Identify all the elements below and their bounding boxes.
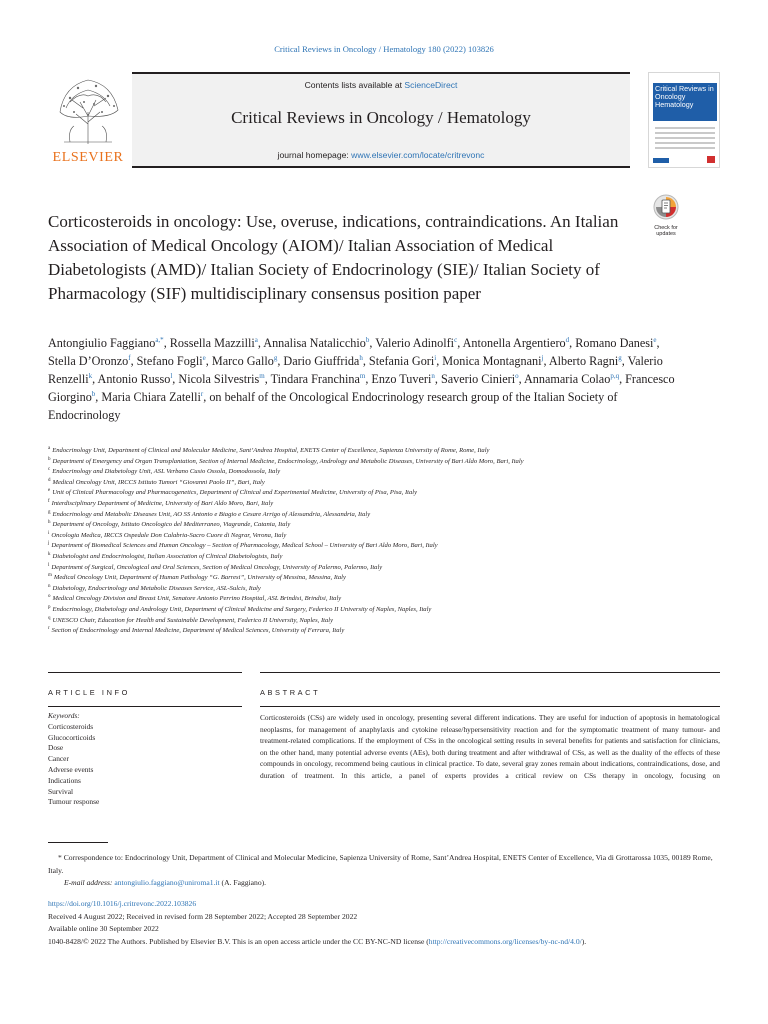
author-entry[interactable]	[575, 336, 656, 350]
author-entry[interactable]	[48, 354, 131, 368]
divider	[48, 706, 242, 707]
author-name: Saverio Cinieri	[440, 372, 516, 386]
author-entry[interactable]	[549, 354, 622, 368]
affiliation-text: Medical Oncology Unit, Department of Human Pathology “G. Barresi”, University of Messina, Messina, Italy	[53, 574, 346, 582]
author-name: Stefania Gori	[368, 354, 435, 368]
author-affiliation-marker[interactable]: m	[359, 372, 366, 380]
author-entry[interactable]	[263, 336, 369, 350]
author-name: Valerio Adinolfi	[375, 336, 455, 350]
author-entry[interactable]	[137, 354, 206, 368]
affiliation-marker: g	[48, 509, 51, 515]
cover-title: Critical Reviews in Oncology Hematology	[655, 84, 714, 109]
author-name: Tindara Franchina	[270, 372, 360, 386]
email-suffix: (A. Faggiano).	[219, 878, 267, 888]
affiliation-item	[48, 626, 688, 637]
author-affiliation-marker[interactable]: d	[565, 336, 570, 344]
author-entry[interactable]	[271, 372, 366, 386]
affiliation-item	[48, 510, 688, 521]
author-name: Romano Danesi	[575, 336, 654, 350]
affiliation-text: Oncologia Medica, IRCCS Ospedale Don Calabria-Sacro Cuore di Negrar, Verona, Italy	[51, 531, 287, 539]
elsevier-wordmark: ELSEVIER	[52, 150, 124, 165]
author-name: Marco Gallo	[211, 354, 274, 368]
author-name: Dario Giuffrida	[283, 354, 360, 368]
journal-cover-thumbnail[interactable]	[648, 72, 720, 168]
author-affiliation-marker[interactable]: c	[454, 336, 458, 344]
article-info-heading: ARTICLE INFO	[48, 688, 130, 697]
affiliation-text: Department of Biomedical Sciences and Human Oncology – Section of Pharmacology, Medical School – University of Bari Aldo Moro, Bari, Italy	[51, 542, 438, 550]
affiliation-item	[48, 605, 688, 616]
doi-link[interactable]: https://doi.org/10.1016/j.critrevonc.2022.103826	[48, 899, 197, 908]
journal-reference[interactable]: Critical Reviews in Oncology / Hematology 180 (2022) 103826	[274, 44, 494, 54]
affiliation-item	[48, 520, 688, 531]
affiliation-list	[48, 446, 688, 637]
author-name: Nicola Silvestris	[178, 372, 260, 386]
journal-name: Critical Reviews in Oncology / Hematology	[231, 108, 531, 127]
journal-header-band	[132, 72, 630, 168]
author-affiliation-marker[interactable]: a,*	[155, 336, 164, 344]
divider	[260, 672, 720, 673]
affiliation-marker: q	[48, 615, 51, 621]
affiliation-text: Department of Surgical, Oncological and Oral Sciences, Section of Medical Oncology, University of Palermo, Palermo, Italy	[51, 563, 383, 571]
author-affiliation-marker[interactable]: l	[170, 372, 173, 380]
affiliation-item	[48, 467, 688, 478]
author-name: Antonella Argentiero	[462, 336, 566, 350]
affiliation-marker: m	[48, 573, 52, 579]
author-name: Monica Montagnani	[442, 354, 542, 368]
author-affiliation-marker[interactable]: e	[202, 354, 206, 362]
license-suffix: ).	[581, 936, 587, 946]
author-items: Antongiulio Faggiano$^{a,*}$, Rossella Mazzilli$^a$, Annalisa Natalicchio$^b$, Valerio Adinolfi$^c$, Antonella Argentiero$^d$, Romano Danesi$^e$, Stella D’Oronzo$^f$, Stefano Fogli$^e$, Marco Gallo$^g$, Dario Giuffrida$^h$, Stefania Gori$^i$, Monica Montagnani$^j$, Alberto Ragni$^g$, Valerio Renzelli$^k$, Antonio Russo$^l$, Nicola Silvestris$^m$, Tindara Franchina$^m$, Enzo Tuveri$^n$, Saverio Cinieri$^o$, Annamaria Colao$^{p,q}$, Francesco Giorgino$^b$, Maria Chiara Zatelli$^r$	[48, 336, 675, 404]
received-dates: Received 4 August 2022; Received in revised form 28 September 2022; Accepted 28 September 2022	[48, 911, 358, 921]
affiliation-marker: l	[48, 562, 50, 568]
author-name: Stella D’Oronzo	[48, 354, 129, 368]
keyword-list	[48, 711, 238, 808]
email-label: E-mail address:	[64, 878, 113, 888]
affiliation-marker: d	[48, 477, 51, 483]
author-affiliation-marker[interactable]: f	[128, 354, 131, 362]
check-for-updates-button[interactable]	[646, 194, 686, 237]
paper-title: Corticosteroids in oncology: Use, overuse, indications, contraindications. An Italian Association of Medical Oncology (AIOM)/ Italian Association of Medical Diabetologists (AMD)/ Italian Society of Endocrinology (SIE)/ Italian Society of Pharmacology (SIF) multidisciplinary consensus position paper	[48, 212, 619, 303]
keyword-item: Tumour response	[48, 797, 100, 807]
affiliation-marker: k	[48, 551, 51, 557]
author-name: Annamaria Colao	[524, 372, 611, 386]
email-line	[48, 877, 720, 890]
author-entry[interactable]	[98, 372, 173, 386]
affiliation-text: UNESCO Chair, Education for Health and Sustainable Development, Federico II University, Naples, Italy	[52, 616, 334, 624]
keyword-items	[48, 722, 238, 808]
affiliation-marker: f	[48, 498, 50, 504]
journal-header	[48, 72, 720, 168]
author-entry[interactable]	[441, 372, 519, 386]
author-affiliation-marker[interactable]: j	[541, 354, 544, 362]
author-name: Annalisa Natalicchio	[263, 336, 366, 350]
homepage-prefix: journal homepage:	[277, 150, 352, 160]
sciencedirect-link[interactable]: ScienceDirect	[404, 80, 458, 90]
article-metadata	[48, 898, 720, 948]
affiliation-text: Endocrinology, Diabetology and Andrology Unit, Department of Clinical Medicine and Surgery, Federico II University of Naples, Naples, Italy	[52, 605, 432, 613]
correspondence-note: * Correspondence to: Endocrinology Unit, Department of Clinical and Molecular Medicine, Sapienza University of Rome, Sant’Andrea Hospital, ENETS Center of Excellence, Via di Grottarossa 1035, 00189 Rome, Italy.	[48, 853, 713, 875]
author-entry[interactable]	[178, 372, 264, 386]
affiliation-text: Endocrinology and Diabetology Unit, ASL Verbano Cusio Ossola, Domodossola, Italy	[52, 468, 281, 476]
affiliation-text: Endocrinology Unit, Department of Clinical and Molecular Medicine, Sant’Andrea Hospital, ENETS Center of Excellence, Sapienza University of Rome, Rome, Italy	[52, 447, 490, 454]
affiliation-marker: b	[48, 456, 51, 462]
author-name: Stefano Fogli	[136, 354, 203, 368]
author-entry[interactable]	[48, 336, 164, 350]
affiliation-marker: n	[48, 583, 51, 589]
affiliation-item	[48, 594, 688, 605]
author-affiliation-marker[interactable]: k	[88, 372, 93, 380]
author-entry[interactable]	[369, 354, 436, 368]
keyword-item: Dose	[48, 743, 64, 753]
license-statement	[48, 936, 720, 949]
abstract-body: Corticosteroids (CSs) are widely used in oncology, presenting several different indications. They are useful for induction of apoptosis in hematological neoplasms, for management of anaphylaxis and cytokine release/hypersensitivity reaction and for the symptomatic treatment of many tumour- and treatment-related complications. If the employment of CSs in the oncological setting results in several benefits for patients and satisfaction for clinicians, on the other hand, many potential adverse events (AEs), both during treatment and after withdrawal of CSs, as well as the duality of the effects of these compounds in oncology, recommend being cautious in clinical practice. To date, several gray zones remain about indications, contraindications, dose, and duration of treatment. In this article, a panel of experts provides a critical review on CSs therapy in oncology, focusing on	[260, 713, 720, 780]
keywords-label: Keywords:	[48, 711, 80, 720]
affiliation-marker: a	[48, 446, 51, 451]
author-name: Alberto Ragni	[548, 354, 619, 368]
author-list	[48, 334, 678, 424]
author-entry[interactable]	[463, 336, 570, 350]
divider	[48, 672, 242, 673]
author-name: Francesco Giorgino	[48, 372, 675, 404]
affiliation-text: Unit of Clinical Pharmacology and Pharmacogenetics, Department of Clinical and Experimental Medicine, University of Pisa, Pisa, Italy	[52, 489, 418, 497]
author-affiliation-marker[interactable]: r	[200, 390, 204, 398]
cover-contents-lines	[655, 127, 715, 152]
author-name: Rossella Mazzilli	[169, 336, 255, 350]
affiliation-item	[48, 541, 688, 552]
author-name: Antongiulio Faggiano	[48, 336, 156, 350]
affiliation-item	[48, 478, 688, 489]
author-affiliation-marker[interactable]: p,q	[610, 372, 620, 380]
author-affiliation-marker[interactable]: m	[259, 372, 265, 380]
author-entry[interactable]	[101, 390, 203, 404]
keyword-item: Adverse events	[48, 764, 94, 774]
author-entry[interactable]	[170, 336, 258, 350]
author-entry[interactable]	[375, 336, 457, 350]
license-link[interactable]: http://creativecommons.org/licenses/by-nc-nd/4.0/	[428, 936, 582, 946]
elsevier-tree-icon	[50, 72, 126, 146]
check-for-updates-line2: updates	[656, 231, 676, 237]
keyword-item: Corticosteroids	[48, 721, 94, 731]
author-group: , on behalf of the Oncological Endocrinology research group of the Italian Society of Endocrinology	[48, 390, 618, 422]
author-affiliation-marker[interactable]: i	[434, 354, 437, 362]
affiliation-marker: c	[48, 467, 51, 473]
divider	[260, 706, 720, 707]
footnotes	[48, 852, 720, 890]
check-for-updates-icon	[653, 194, 679, 220]
affiliation-marker: e	[48, 488, 51, 494]
author-entry[interactable]	[283, 354, 362, 368]
author-affiliation-marker[interactable]: a	[254, 336, 258, 344]
affiliation-text: Department of Emergency and Organ Transplantation, Section of Internal Medicine, Endocrinology, Andrology and Metabolic Diseases, University of Bari Aldo Moro, Bari, Italy	[52, 457, 524, 465]
check-for-updates-line1: Check for	[654, 225, 678, 231]
affiliation-text: Diabetology, Endocrinology and Metabolic Diseases Service, ASL-Sulcis, Italy	[52, 584, 261, 592]
affiliation-text: Medical Oncology Unit, IRCCS Istituto Tumori “Giovanni Paolo II”, Bari, Italy	[52, 478, 265, 486]
affiliation-marker: j	[48, 541, 50, 547]
cover-elsevier-mark	[707, 156, 715, 163]
author-entry[interactable]	[371, 372, 434, 386]
author-name: Enzo Tuveri	[371, 372, 432, 386]
affiliation-item	[48, 552, 688, 563]
affiliation-item	[48, 488, 688, 499]
affiliation-text: Section of Endocrinology and Internal Medicine, Department of Medical Sciences, University of Ferrara, Italy	[51, 627, 345, 635]
keyword-item: Survival	[48, 786, 74, 796]
available-online-date: Available online 30 September 2022	[48, 924, 159, 934]
author-affiliation-marker[interactable]: b	[91, 390, 96, 398]
author-affiliation-marker[interactable]: g	[273, 354, 278, 362]
check-for-updates-label	[646, 225, 686, 237]
author-affiliation-marker[interactable]: o	[515, 372, 519, 380]
license-prefix: 1040-8428/© 2022 The Authors. Published by Elsevier B.V. This is an open access article under the CC BY-NC-ND license (	[48, 936, 429, 946]
author-affiliation-marker[interactable]: e	[653, 336, 657, 344]
author-entry[interactable]	[442, 354, 543, 368]
affiliation-text: Endocrinology and Metabolic Diseases Unit, AO SS Antonio e Biagio e Cesare Arrigo of Alessandria, Alessandria, Italy	[52, 510, 371, 518]
affiliation-item	[48, 499, 688, 510]
author-affiliation-marker[interactable]: b	[365, 336, 370, 344]
author-affiliation-marker[interactable]: n	[431, 372, 435, 380]
author-entry[interactable]	[524, 372, 619, 386]
keyword-item: Glucocorticoids	[48, 732, 96, 742]
author-name: Maria Chiara Zatelli	[101, 390, 201, 404]
contents-line	[132, 80, 630, 90]
email-link[interactable]: antongiulio.faggiano@uniroma1.it	[114, 878, 220, 888]
author-name: Valerio Renzelli	[48, 354, 663, 386]
journal-homepage-link[interactable]: www.elsevier.com/locate/critrevonc	[351, 150, 485, 160]
affiliation-text: Interdisciplinary Department of Medicine, University of Bari Aldo Moro, Bari, Italy	[51, 499, 274, 507]
keyword-item: Cancer	[48, 754, 69, 764]
author-affiliation-marker[interactable]: g	[618, 354, 622, 362]
affiliation-item	[48, 573, 688, 584]
affiliation-marker: h	[48, 520, 51, 526]
contents-prefix: Contents lists available at	[304, 80, 405, 90]
affiliation-text: Diabetologist and Endocrinologist, Italian Association of Clinical Diabetologists, Italy	[52, 552, 283, 560]
cover-logo-mark	[653, 158, 669, 163]
author-entry[interactable]	[212, 354, 277, 368]
affiliation-text: Department of Oncology, Istituto Oncologico del Mediterraneo, Viagrande, Catania, Italy	[52, 521, 291, 529]
affiliation-marker: p	[48, 604, 51, 610]
affiliation-marker: r	[48, 626, 50, 632]
affiliation-text: Medical Oncology Division and Breast Unit, Senatore Antonio Perrino Hospital, ASL Brindisi, Brindisi, Italy	[52, 595, 342, 603]
abstract-heading: ABSTRACT	[260, 688, 321, 697]
affiliation-marker: o	[48, 594, 51, 600]
keyword-item: Indications	[48, 775, 81, 785]
affiliation-item	[48, 616, 688, 627]
footnote-divider	[48, 842, 108, 843]
affiliation-marker: i	[48, 530, 50, 536]
affiliation-item	[48, 457, 688, 468]
author-affiliation-marker[interactable]: h	[359, 354, 363, 362]
affiliation-item	[48, 563, 688, 574]
affiliation-item	[48, 584, 688, 595]
author-name: Antonio Russo	[97, 372, 171, 386]
affiliation-item	[48, 446, 688, 457]
homepage-line	[132, 150, 630, 160]
elsevier-logo[interactable]	[48, 72, 128, 168]
affiliation-item	[48, 531, 688, 542]
